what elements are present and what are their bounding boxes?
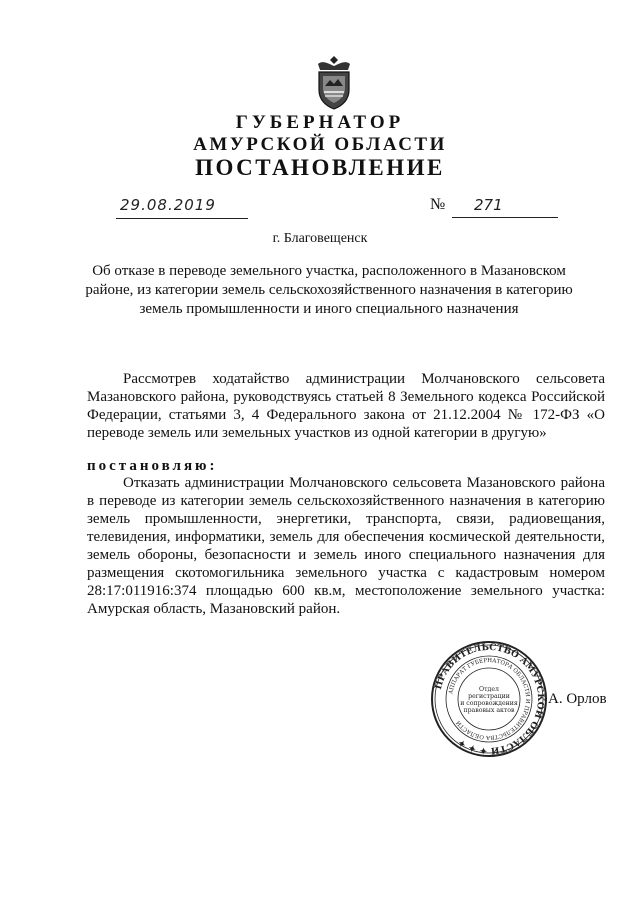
document-subject: Об отказе в переводе земельного участка, расположенного в Мазановском районе, из категории земель сельскохозяйственного назначения в категорию земель промышленности и иного специального назначения bbox=[85, 263, 573, 317]
decision-paragraph: Отказать администрации Молчановского сельсовета Мазановского района в переводе из категории земель сельскохозяйственного назначения в категорию земель промышленности, энергетики, транспорта, связи, радиовещания, телевидения, информатики, земель для обеспечения космической деятельности, земель обороны, безопасности и земель иного специального назначения для размещения скотомогильника земельного участка с кадастровым номером 28:17:011916:374 площадью 600 кв.м, местоположение земельного участка: Амурская область, Мазановский район. bbox=[87, 475, 605, 617]
document-date: 29.08.2019 bbox=[116, 196, 248, 219]
svg-text:ПРАВИТЕЛЬСТВО АМУРСКОЙ ОБЛАСТИ: ПРАВИТЕЛЬСТВО АМУРСКОЙ ОБЛАСТИ ✦ ✦ ✦ bbox=[433, 642, 546, 756]
city-label: г. Благовещенск bbox=[272, 231, 368, 246]
coat-of-arms-icon bbox=[312, 54, 356, 110]
preamble-paragraph: Рассмотрев ходатайство администрации Молчановского сельсовета Мазановского района, руководствуясь статьей 8 Земельного кодекса Российской Федерации, статьями 3, 4 Федерального закона от 21.12.2004 № 172-ФЗ «О переводе земель или земельных участков из одной категории в другую» bbox=[87, 371, 605, 441]
number-sign: № bbox=[430, 196, 446, 213]
svg-text:Отдел: Отдел bbox=[479, 686, 499, 693]
svg-text:регистрации: регистрации bbox=[468, 693, 510, 700]
official-seal-stamp bbox=[430, 640, 548, 758]
governor-title: ГУБЕРНАТОР bbox=[235, 112, 405, 133]
svg-text:правовых актов: правовых актов bbox=[463, 707, 515, 714]
svg-text:и сопровождения: и сопровождения bbox=[460, 700, 518, 707]
svg-text:АППАРАТ ГУБЕРНАТОРА ОБЛАСТИ И: АППАРАТ ГУБЕРНАТОРА ОБЛАСТИ И ПРАВИТЕЛЬСТВА ОБЛАСТИ bbox=[448, 657, 531, 741]
document-number: 271 bbox=[452, 196, 558, 218]
signer-name: А. Орлов bbox=[548, 691, 607, 707]
region-title: АМУРСКОЙ ОБЛАСТИ bbox=[193, 134, 447, 155]
resolve-heading: постановляю: bbox=[87, 458, 218, 474]
document-type-title: ПОСТАНОВЛЕНИЕ bbox=[195, 155, 445, 180]
